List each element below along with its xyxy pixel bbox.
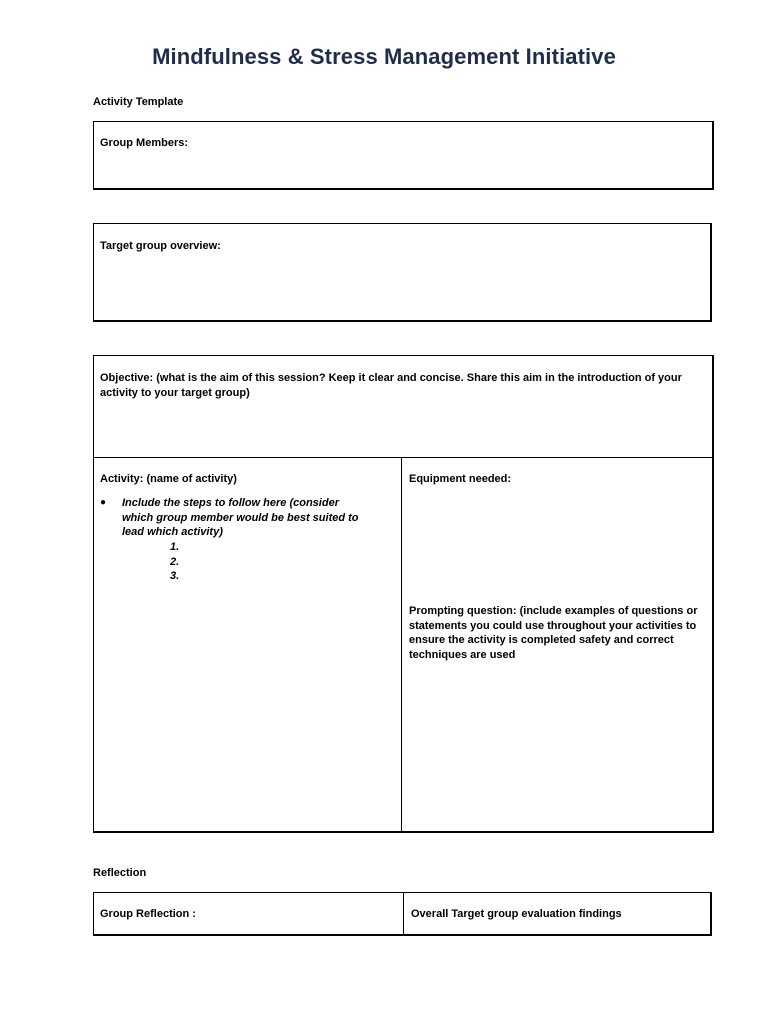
- prompting-question-label: Prompting question: (include examples of questions or statements you could use throughout your activities to ensure the activity is completed safety and correct techniques are used: [409, 605, 698, 661]
- step-3: 3.: [170, 570, 180, 582]
- step-2: 2.: [170, 555, 180, 568]
- target-group-box[interactable]: [93, 223, 712, 322]
- column-divider: [403, 893, 404, 934]
- evaluation-findings-label: Overall Target group evaluation findings: [411, 908, 622, 920]
- page-title: Mindfulness & Stress Management Initiative: [152, 44, 616, 69]
- activity-plan-table: [93, 355, 714, 833]
- activity-template-heading: Activity Template: [93, 96, 184, 108]
- group-members-label: Group Members:: [100, 137, 189, 149]
- group-members-box[interactable]: [93, 121, 714, 190]
- equipment-label: Equipment needed:: [409, 473, 512, 485]
- group-reflection-cell[interactable]: [94, 893, 403, 935]
- bullet-icon: ●: [100, 497, 107, 508]
- target-group-label: Target group overview:: [100, 240, 221, 252]
- evaluation-findings-cell[interactable]: [405, 893, 710, 935]
- activity-label: Activity: (name of activity): [100, 473, 237, 485]
- activity-steps: [100, 496, 372, 540]
- equipment-cell[interactable]: [403, 458, 711, 832]
- reflection-table: [93, 892, 712, 936]
- group-reflection-label: Group Reflection :: [100, 908, 196, 920]
- reflection-heading: Reflection: [93, 867, 147, 879]
- objective-label: Objective: (what is the aim of this session? Keep it clear and concise. Share this aim in the introduction of your activity to your target group): [100, 372, 682, 399]
- activity-cell[interactable]: [94, 458, 401, 832]
- step-1: 1.: [170, 541, 180, 553]
- activity-bullet-text: Include the steps to follow here (consider which group member would be best suited to lead which activity): [122, 497, 359, 538]
- column-divider: [401, 457, 402, 831]
